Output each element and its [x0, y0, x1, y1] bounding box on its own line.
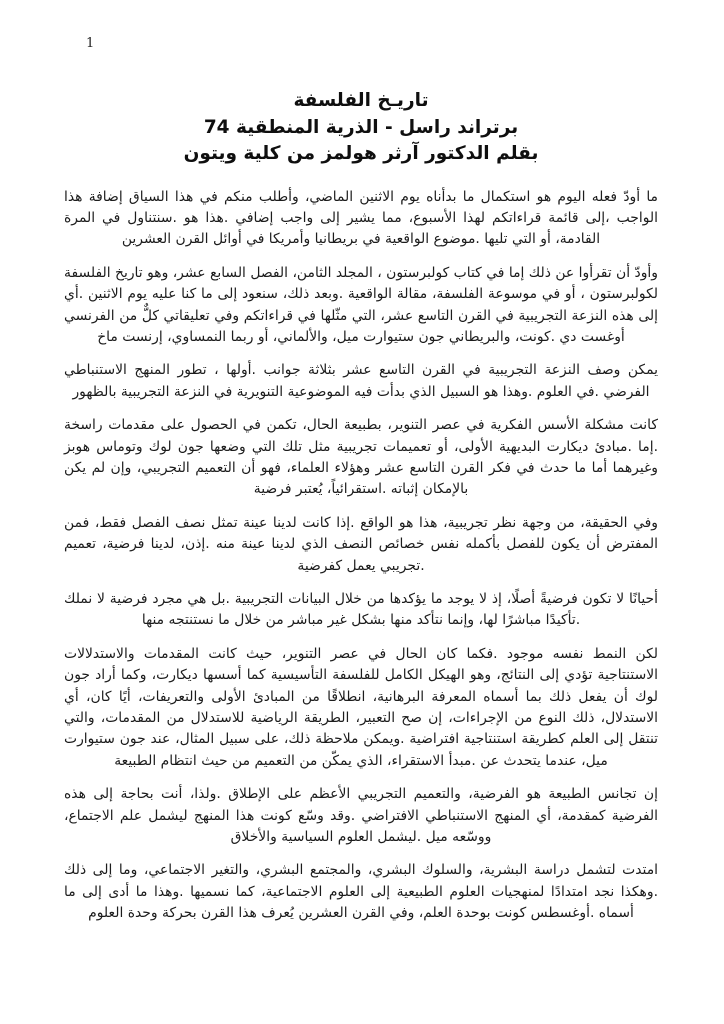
paragraph: يمكن وصف النزعة التجريبية في القرن التاسع عشر بثلاثة جوانب .أولها ، تطور المنهج الاستنباطي الفرضي .في العلوم .وهذا هو السبيل الذي بدأت فيه الموضوعية التنويرية في النزعة التجريبية بالظهور — [64, 362, 658, 400]
document-subtitle: برتراند راسل - الذرية المنطقية 74 — [203, 116, 519, 138]
paragraph: ما أودّ فعله اليوم هو استكمال ما بدأناه يوم الاثنين الماضي، وأطلب منكم في هذا السياق إضافة هذا الواجب ،إلى قائمة قراءاتكم لهذا الأسبوع، مما يشير إلى واجب إضافي .هذا هو .سنتناول في المرة القادمة، أو التي تليها .موضوع الواقعية في بريطانيا وأمريكا في أوائل القرن العشرين — [64, 188, 658, 248]
paragraph: كانت مشكلة الأسس الفكرية في عصر التنوير، بطبيعة الحال، تكمن في الحصول على مقدمات راسخة .إما .مبادئ ديكارت البديهية الأولى، أو تعميمات تجريبية مثل تلك التي وضعها جون لوك وتوماس هوبز وغيرهما أما ما حدث في فكر القرن التاسع عشر وهؤلاء العلماء، فهو أن التعميم التجريبي، وإن لم يكن بالإمكان إثباته .استقرائياً، يُعتبر فرضية — [64, 417, 658, 498]
paragraph: امتدت لتشمل دراسة البشرية، والسلوك البشري، والمجتمع البشري، والتغير الاجتماعي، وما إلى ذلك .وهكذا نجد امتدادًا لمنهجيات العلوم الطبيعية إلى العلوم الاجتماعية، كما نسميها .وهذا ما أدى إلى ما أسماه .أوغسطس كونت بوحدة العلم، وفي القرن العشرين يُعرف هذا القرن بحركة وحدة العلوم — [64, 862, 658, 922]
document-content — [64, 0, 658, 937]
page-number: 1 — [86, 36, 95, 51]
document-title: تاريـخ الفلسفة — [293, 90, 429, 111]
paragraph: أحيانًا لا تكون فرضيةً أصلًا، إذ لا يوجد ما يؤكدها من خلال البيانات التجريبية .بل هي مجرد فرضية لا نملك .تأكيدًا مباشرًا لها، وإنما نتأكد منها بشكل غير مباشر من خلال ما نستنتجه منها — [64, 591, 658, 629]
paragraph: إن تجانس الطبيعة هو الفرضية، والتعميم التجريبي الأعظم على الإطلاق .ولذا، أنت بحاجة إلى هذه الفرضية كمقدمة، أي المنهج الاستنباطي الافتراضي .وقد وسّع كونت هذا المنهج ليشمل علم الاجتماع، ووسّعه ميل .ليشمل العلوم السياسية والأخلاق — [64, 786, 658, 846]
document-byline: بقلم الدكتور آرثر هولمز من كلية ويتون — [183, 143, 539, 164]
paragraph: وأودّ أن تقرأوا عن ذلك إما في كتاب كولبرستون ، المجلد الثامن، الفصل السابع عشر، وهو تاريخ الفلسفة لكولبرستون ، أو في موسوعة الفلسفة، مقالة الواقعية .وبعد ذلك، سنعود إلى ما كنا عليه يوم الاثنين .أي إلى هذه النزعة التجريبية في القرن التاسع عشر، التي مثّلها في قراءاتكم وفي تعليقاتي كلٌّ من الفرنسي أوغست دي .كونت، والبريطاني جون ستيوارت ميل، والألماني، أو ربما النمساوي، إرنست ماخ — [64, 264, 658, 345]
document-body — [64, 187, 658, 925]
paragraph: لكن النمط نفسه موجود .فكما كان الحال في عصر التنوير، حيث كانت المقدمات والاستدلالات الاستنتاجية تؤدي إلى النتائج، وهو الهيكل الكامل للفلسفة التأسيسية كما أسسها ديكارت، وكما أراد جون لوك أن يفعل ذلك بما أسماه المعرفة البرهانية، انطلاقًا من المبادئ الأولى والتعريفات، أيًا كان، أي الاستدلال، ذلك النوع من الإجراءات، إن صح التعبير، الطريقة الرياضية للاستدلال من المقدمات، والتي تنتقل إلى العلم كطريقة استنتاجية افتراضية .ويمكن ملاحظة ذلك، على سبيل المثال، عند جون ستيوارت ميل، عندما يتحدث عن .مبدأ الاستقراء، الذي يمكّن من التعميم من حيث انتظام الطبيعة — [64, 645, 658, 769]
paragraph: وفي الحقيقة، من وجهة نظر تجريبية، هذا هو الواقع .إذا كانت لدينا عينة تمثل نصف الفصل فقط، فمن المفترض أن يكون للفصل بأكمله نفس خصائص النصف الذي لدينا عينة منه .إذن، لدينا فرضية، تعميم .تجريبي يعمل كفرضية — [64, 514, 658, 574]
title-block — [64, 88, 658, 168]
